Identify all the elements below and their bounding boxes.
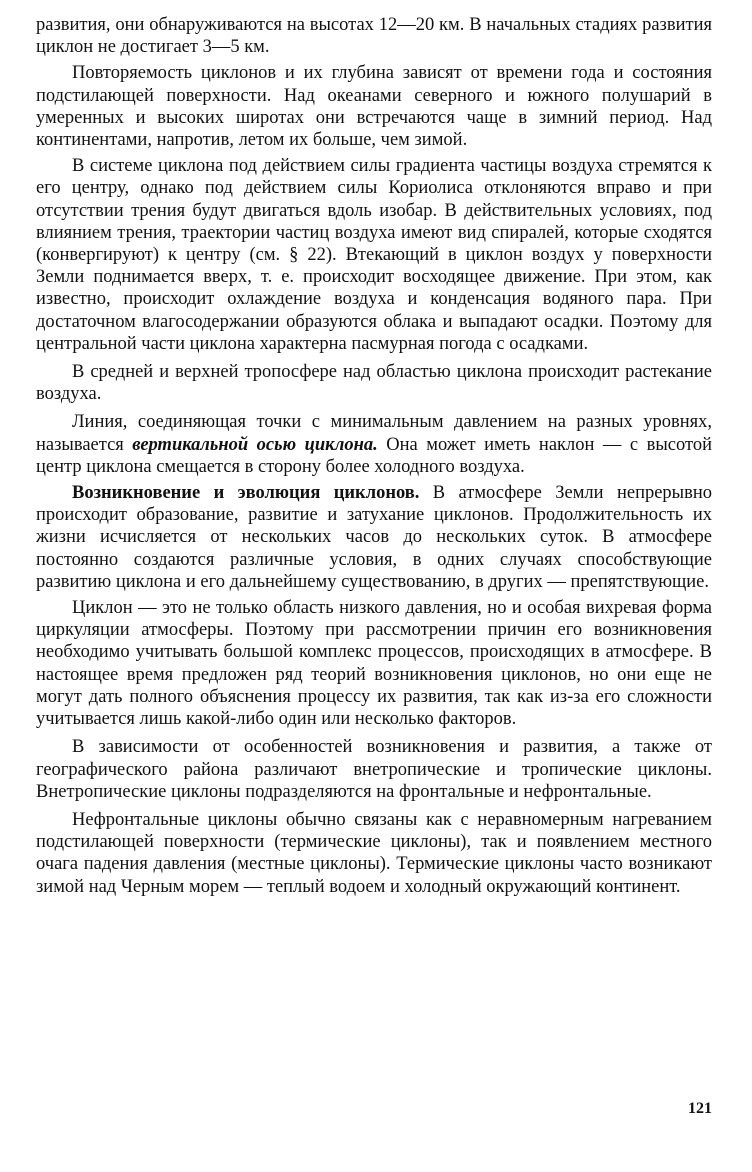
paragraph-cyclone-frequency: Повторяемость циклонов и их глубина зависят от времени года и состояния подстилающей поверхности. Над океанами северного и южного полушарий в умеренных и высоких широтах они встречаются чаще в зимний период. Над континентами, напротив, летом их больше, чем зимой. (36, 63, 712, 151)
paragraph-upper-troposphere: В средней и верхней тропосфере над областью циклона происходит растекание воздуха. (36, 362, 712, 405)
cyclone-origin-text: В атмосфере Земли непрерывно происходит образование, развитие и затухание циклонов. Продолжительность их жизни исчисляется от нескольких часов до нескольких суток. В атмосфере постоянно создаются различные условия, в одних случаях способствующие развитию циклона и его дальнейшему существованию, в других — препятствующие. (36, 483, 712, 592)
paragraph-vertical-axis (36, 411, 712, 478)
paragraph-cyclone-origin (36, 482, 712, 593)
page-number: 121 (688, 1100, 712, 1117)
vertical-axis-text-after: Она может иметь наклон — с высотой центр циклона смещается в сторону более холодного воздуха. (36, 434, 712, 477)
paragraph-cyclone-dynamics: В системе циклона под действием силы градиента частицы воздуха стремятся к его центру, однако под действием силы Кориолиса отклоняются вправо и при отсутствии трения будут двигаться вдоль изобар. В действительных условиях, под влиянием трения, траектории частиц воздуха имеют вид спиралей, которые сходятся (конвергируют) к центру (см. § 22). Втекающий в циклон воздух у поверхности Земли поднимается вверх, т. е. происходит восходящее движение. При этом, как известно, происходит охлаждение воздуха и конденсация водяного пара. При достаточном влагосодержании образуются облака и выпадают осадки. Поэтому для центральной части циклона характерна пасмурная погода с осадками. (36, 156, 712, 354)
paragraph-cyclone-classification: В зависимости от особенностей возникновения и развития, а также от географического района различают внетропические и тропические циклоны. Внетропические циклоны подразделяются на фронтальные и нефронтальные. (36, 737, 712, 802)
vertical-axis-term: вертикальной осью циклона. (132, 434, 378, 455)
section-heading: Возникновение и эволюция циклонов. (72, 483, 420, 504)
vertical-axis-text-before: Линия, соединяющая точки с минимальным давлением на разных уровнях, называется (36, 412, 712, 455)
paragraph-continuation: развития, они обнаруживаются на высотах 12—20 км. В начальных стадиях развития циклон не достигает 3—5 км. (36, 15, 712, 58)
paragraph-vortex-circulation: Циклон — это не только область низкого давления, но и особая вихревая форма циркуляции атмосферы. Поэтому при рассмотрении причин его возникновения необходимо учитывать большой комплекс процессов, происходящих в атмосфере. В настоящее время предложен ряд теорий возникновения циклонов, но они еще не могут дать полного объяснения процессу их развития, так как из-за его сложности учитывается лишь какой-либо один или несколько факторов. (36, 598, 712, 730)
paragraph-nonfrontal-cyclones: Нефронтальные циклоны обычно связаны как с неравномерным нагреванием подстилающей поверхности (термические циклоны), так и появлением местного очага падения давления (местные циклоны). Термические циклоны часто возникают зимой над Черным морем — теплый водоем и холодный окружающий континент. (36, 809, 712, 897)
